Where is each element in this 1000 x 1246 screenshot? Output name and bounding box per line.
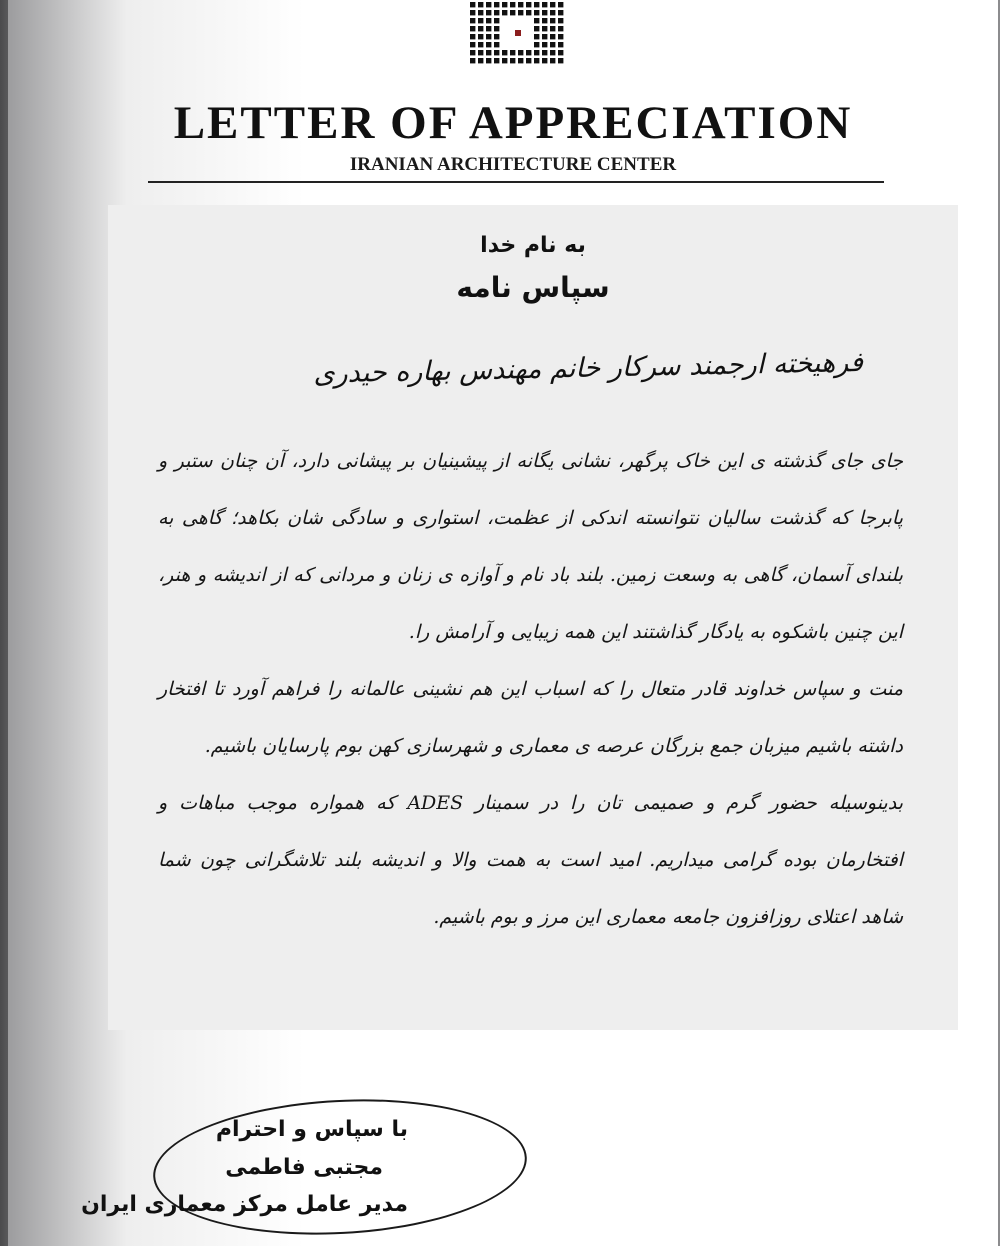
header-divider: [148, 181, 884, 183]
logo-dot: [550, 2, 555, 7]
paragraph-1: جای جای گذشته ی این خاک پرگهر، نشانی یگانه از پیشینیان بر پیشانی دارد، آن چنان ستبر و پابرجا که گذشت سالیان نتوانسته اندکی از عظمت، استواری و سادگی شان بکاهد؛ گاهی به بلندای آسمان، گاهی به وسعت زمین. بلند باد نام و آوازه ی زنان و مردانی که از اندیشه و هنر، این چنین باشکوه به یادگار گذاشتند این همه زیبایی و آرامش را.: [158, 450, 903, 643]
logo-dot: [486, 58, 491, 63]
logo-dot: [558, 18, 563, 23]
logo-dot: [558, 26, 563, 31]
logo-dot: [486, 50, 491, 55]
logo-dot: [550, 26, 555, 31]
logo-dot: [494, 10, 499, 15]
logo-dot: [534, 50, 539, 55]
logo-dot: [550, 58, 555, 63]
logo-dot: [470, 58, 475, 63]
invocation: به نام خدا: [480, 233, 586, 258]
logo-dot: [534, 42, 539, 47]
logo-dot: [534, 26, 539, 31]
logo-dot: [502, 58, 507, 63]
letter-heading: سپاس نامه: [456, 271, 610, 304]
organization-name: IRANIAN ARCHITECTURE CENTER: [349, 154, 677, 175]
signatory-role: مدیر عامل مرکز معماری ایران: [81, 1192, 408, 1217]
logo-dot: [542, 18, 547, 23]
logo-dot: [518, 2, 523, 7]
logo-dot: [470, 2, 475, 7]
logo-dot: [470, 10, 475, 15]
paragraph-3: بدینوسیله حضور گرم و صمیمی تان را در سمینار ADES که همواره موجب مباهات و افتخارمان بوده گرامی میداریم. امید است به همت والا و اندیشه بلند تلاشگرانی چون شما شاهد اعتلای روزافزون جامعه معماری این مرز و بوم باشیم.: [158, 792, 903, 928]
logo-dot: [542, 10, 547, 15]
letter-sheet: [8, 0, 998, 1246]
logo-dot: [518, 10, 523, 15]
logo-dot: [542, 2, 547, 7]
logo-dot: [494, 26, 499, 31]
logo-dot: [550, 42, 555, 47]
logo-dot: [478, 2, 483, 7]
logo-dot: [534, 18, 539, 23]
logo-dot: [470, 50, 475, 55]
logo-dot: [526, 10, 531, 15]
logo-dot: [486, 2, 491, 7]
logo-dot: [502, 50, 507, 55]
logo-dot: [518, 58, 523, 63]
logo-dot: [542, 50, 547, 55]
logo-center-mark: [515, 30, 521, 36]
logo-dot: [470, 18, 475, 23]
logo-dot: [558, 42, 563, 47]
logo-dot: [550, 10, 555, 15]
logo-dot: [526, 2, 531, 7]
logo-dot: [550, 50, 555, 55]
logo-dot: [494, 2, 499, 7]
logo-dot: [494, 42, 499, 47]
letter-title: LETTER OF APPRECIATION: [173, 97, 853, 149]
logo-dot: [494, 34, 499, 39]
logo-dot: [510, 10, 515, 15]
logo-dot: [510, 58, 515, 63]
logo-dot: [542, 42, 547, 47]
logo-dot: [510, 50, 515, 55]
recipient-line: فرهیخته ارجمند سرکار خانم مهندس بهاره حیدری: [313, 347, 864, 390]
logo-dot: [470, 42, 475, 47]
logo-dot: [534, 34, 539, 39]
logo-dot: [478, 18, 483, 23]
logo-dot: [494, 18, 499, 23]
letter-body-panel: [108, 205, 958, 1030]
logo-dot: [494, 58, 499, 63]
logo-dot: [494, 50, 499, 55]
closing-regards: با سپاس و احترام: [215, 1117, 408, 1142]
letter-body: [158, 433, 903, 946]
logo-dot: [502, 10, 507, 15]
logo-dot: [486, 10, 491, 15]
logo-dot: [550, 18, 555, 23]
logo-dot: [558, 10, 563, 15]
logo-dot: [470, 34, 475, 39]
logo-dot: [558, 2, 563, 7]
logo-dot: [542, 34, 547, 39]
paragraph-2: منت و سپاس خداوند قادر متعال را که اسباب این هم نشینی عالمانه را فراهم آورد تا افتخار داشته باشیم میزبان جمع بزرگان عرصه ی معماری و شهرسازی کهن بوم پارسایان باشیم.: [158, 678, 903, 757]
logo-dot: [518, 50, 523, 55]
logo-dot: [478, 42, 483, 47]
logo-dot: [526, 58, 531, 63]
logo-dot: [558, 50, 563, 55]
logo-dot: [550, 34, 555, 39]
logo-dot: [558, 58, 563, 63]
signatory-name: مجتبی فاطمی: [225, 1155, 383, 1180]
logo-dot: [478, 50, 483, 55]
logo-dot: [478, 58, 483, 63]
logo-dot: [534, 58, 539, 63]
logo-dot: [542, 58, 547, 63]
logo-dot: [478, 26, 483, 31]
logo-icon: [470, 2, 566, 64]
logo-dot: [510, 2, 515, 7]
logo-dot: [486, 18, 491, 23]
logo-dot: [486, 34, 491, 39]
logo-dot: [478, 34, 483, 39]
logo-dot: [470, 26, 475, 31]
logo-dot: [502, 2, 507, 7]
logo-dot: [486, 42, 491, 47]
logo-dot: [478, 10, 483, 15]
logo-dot: [526, 50, 531, 55]
logo-dot: [542, 26, 547, 31]
logo-dot: [534, 10, 539, 15]
logo-dot: [558, 34, 563, 39]
logo-dot: [534, 2, 539, 7]
logo-dot: [486, 26, 491, 31]
